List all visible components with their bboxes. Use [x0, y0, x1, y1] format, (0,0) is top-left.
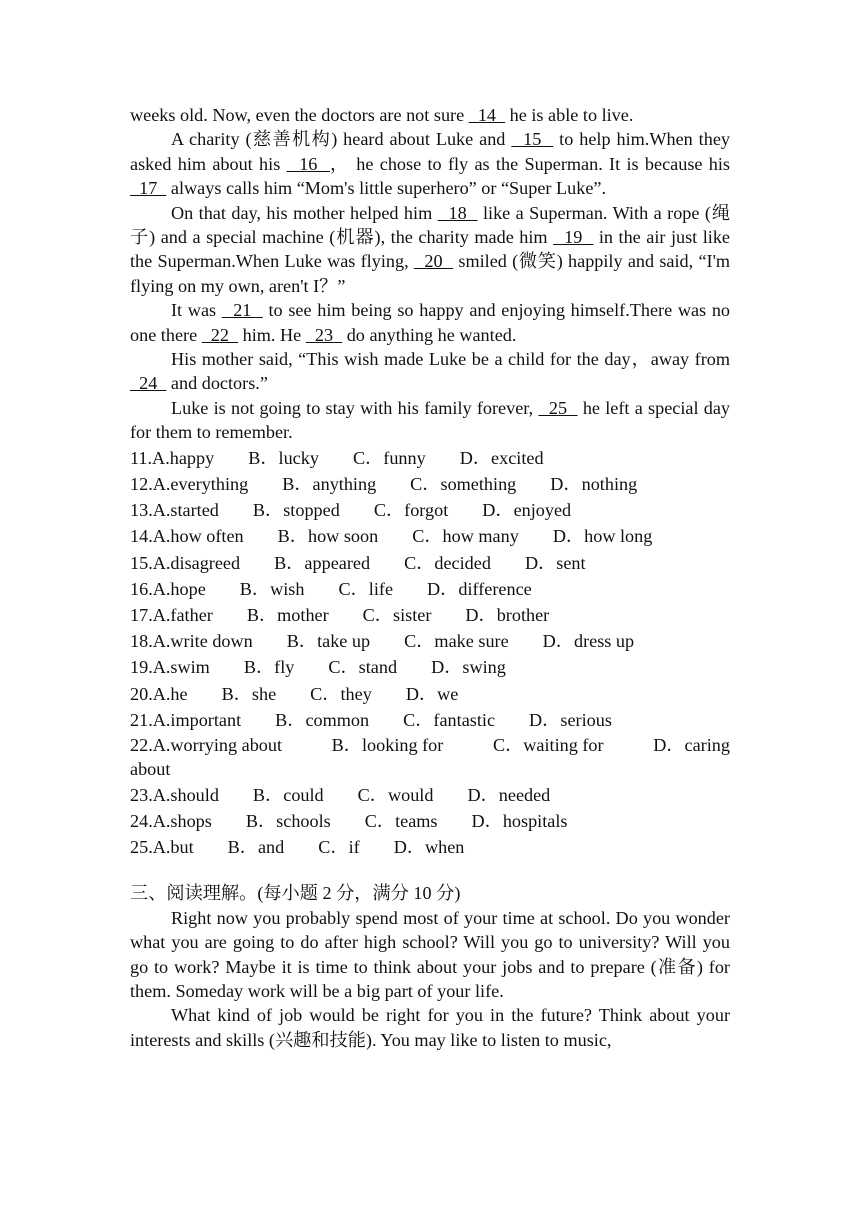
passage-text: It was	[171, 300, 222, 321]
answer-blank: 24	[130, 373, 167, 394]
option-22-c: C．waiting for	[492, 734, 604, 755]
option-choice: D．excited	[459, 447, 544, 468]
reading-paragraph-2: What kind of job would be right for you in the future? Think about your interests and skills (兴趣和技能). You may like to listen to music,	[130, 1005, 730, 1050]
option-choice: B．how soon	[277, 526, 379, 547]
option-row	[130, 834, 730, 860]
passage-text: in the air just like the Superman.When Luke was flying,	[130, 227, 731, 272]
passage-text: His mother said, “This wish made Luke be a child for the day，away from	[171, 349, 730, 370]
passage-text: smiled (微笑) happily and said, “I'm flying on my own, aren't I？”	[130, 251, 731, 296]
option-22-continuation: about	[130, 759, 171, 780]
option-choice: D．hospitals	[471, 810, 568, 831]
option-choice: 24.A.shops	[130, 810, 212, 831]
option-row	[130, 707, 730, 733]
option-choice: C．make sure	[404, 631, 509, 652]
option-choice: B．common	[275, 709, 370, 730]
option-choice: B．appeared	[274, 552, 371, 573]
option-choice: B．take up	[286, 631, 371, 652]
answer-blank: 18	[437, 202, 478, 223]
option-22-b: B．looking for	[331, 734, 444, 755]
option-choice: C．funny	[352, 447, 426, 468]
option-choice: D．how long	[552, 526, 653, 547]
option-choice: C．how many	[412, 526, 519, 547]
option-choice: C．forgot	[373, 500, 449, 521]
passage-text: always calls him “Mom's little superhero” or “Super Luke”.	[166, 178, 607, 199]
passage-paragraph-0	[130, 103, 730, 127]
exam-page	[130, 103, 730, 1052]
passage-text: ， he chose to fly as the Superman. It is because his	[330, 153, 731, 174]
option-choice: B．anything	[282, 473, 377, 494]
option-choice: 14.A.how often	[130, 526, 244, 547]
passage-text: he left a special day for them to remember.	[130, 397, 731, 443]
option-row	[130, 576, 730, 602]
option-choice: C．fantastic	[403, 709, 496, 730]
passage-text: to help him.When they asked him about his	[130, 129, 730, 174]
option-row	[130, 550, 730, 576]
option-choice: 25.A.but	[130, 837, 194, 858]
answer-blank: 15	[511, 129, 554, 150]
option-row	[130, 471, 730, 497]
option-choice: D．dress up	[542, 631, 635, 652]
option-choice: D．difference	[427, 578, 532, 599]
option-choice: D．needed	[467, 784, 551, 805]
passage-paragraph-3	[130, 298, 730, 347]
option-choice: 16.A.hope	[130, 578, 206, 599]
option-choice: 12.A.everything	[130, 473, 249, 494]
options-list-continued	[130, 782, 730, 861]
option-choice: 19.A.swim	[130, 657, 210, 678]
option-row	[130, 523, 730, 549]
passage-text: him. He	[238, 324, 306, 345]
option-choice: D．brother	[465, 604, 550, 625]
passage-paragraph-4	[130, 347, 730, 396]
option-22-a: 22.A.worrying about	[130, 734, 283, 755]
option-row	[130, 445, 730, 471]
reading-paragraph-1: Right now you probably spend most of your time at school. Do you wonder what you are going to do after high school? Will you go to university? Will you go to work? Maybe it is time to think about your jobs and to prepare (准备) for them. Someday work will be a big part of your life.	[130, 907, 730, 1001]
option-choice: C．decided	[404, 552, 491, 573]
option-choice: 20.A.he	[130, 683, 188, 704]
option-row	[130, 628, 730, 654]
option-row	[130, 782, 730, 808]
option-choice: C．teams	[364, 810, 438, 831]
option-row-22	[130, 733, 730, 782]
option-row	[130, 602, 730, 628]
option-row	[130, 681, 730, 707]
option-choice: D．nothing	[550, 473, 638, 494]
option-choice: B．schools	[245, 810, 331, 831]
option-22-d: D．caring	[653, 734, 730, 755]
option-choice: B．lucky	[248, 447, 319, 468]
answer-blank: 16	[286, 153, 331, 174]
option-choice: C．would	[357, 784, 434, 805]
option-choice: B．wish	[239, 578, 305, 599]
answer-blank: 20	[413, 251, 454, 272]
option-choice: D．enjoyed	[482, 500, 572, 521]
option-choice: B．stopped	[252, 500, 340, 521]
option-choice: B．fly	[243, 657, 295, 678]
option-row	[130, 497, 730, 523]
option-row	[130, 654, 730, 680]
passage-text: do anything he wanted.	[342, 324, 517, 345]
option-choice: D．we	[405, 683, 459, 704]
passage-text: to see him being so happy and enjoying himself.There was no one there	[130, 300, 731, 345]
option-choice: D．swing	[431, 657, 506, 678]
option-row	[130, 808, 730, 834]
option-choice: C．stand	[328, 657, 398, 678]
option-choice: D．when	[393, 837, 465, 858]
option-choice: C．something	[410, 473, 517, 494]
option-choice: C．life	[338, 578, 394, 599]
passage-text: like a Superman. With a rope (绳子) and a special machine (机器), the charity made him	[130, 202, 731, 248]
answer-blank: 17	[130, 178, 167, 199]
option-choice: D．serious	[529, 709, 612, 730]
passage-text: On that day, his mother helped him	[171, 202, 438, 223]
answer-blank: 23	[305, 324, 343, 345]
answer-blank: 14	[468, 105, 506, 125]
answer-blank: 25	[538, 397, 578, 418]
option-choice: 21.A.important	[130, 709, 242, 730]
option-choice: 15.A.disagreed	[130, 552, 241, 573]
option-choice: B．could	[252, 784, 324, 805]
option-choice: B．mother	[246, 604, 329, 625]
option-choice: B．and	[227, 837, 285, 858]
option-choice: 18.A.write down	[130, 631, 253, 652]
option-choice: C．if	[318, 837, 360, 858]
passage-paragraph-5	[130, 396, 730, 445]
option-choice: C．sister	[362, 604, 432, 625]
section-title: 三、阅读理解。(每小题 2 分，满分 10 分)	[130, 883, 461, 904]
answer-blank: 19	[553, 227, 594, 248]
passage-text: Luke is not going to stay with his family forever,	[171, 397, 539, 418]
option-choice: 13.A.started	[130, 500, 219, 521]
passage-text: A charity (慈善机构) heard about Luke and	[171, 129, 512, 150]
option-choice: 11.A.happy	[130, 447, 215, 468]
option-choice: 17.A.father	[130, 604, 213, 625]
option-choice: C．they	[310, 683, 372, 704]
options-list	[130, 445, 730, 733]
passage-text: he is able to live.	[505, 105, 634, 125]
answer-blank: 22	[201, 324, 239, 345]
answer-blank: 21	[221, 300, 263, 321]
passage-paragraph-2	[130, 201, 730, 299]
passage-text: weeks old. Now, even the doctors are not sure	[130, 105, 469, 125]
passage-paragraph-1	[130, 127, 730, 200]
option-choice: 23.A.should	[130, 784, 219, 805]
option-choice: B．she	[221, 683, 277, 704]
option-choice: D．sent	[524, 552, 586, 573]
passage-text: and doctors.”	[166, 373, 268, 394]
